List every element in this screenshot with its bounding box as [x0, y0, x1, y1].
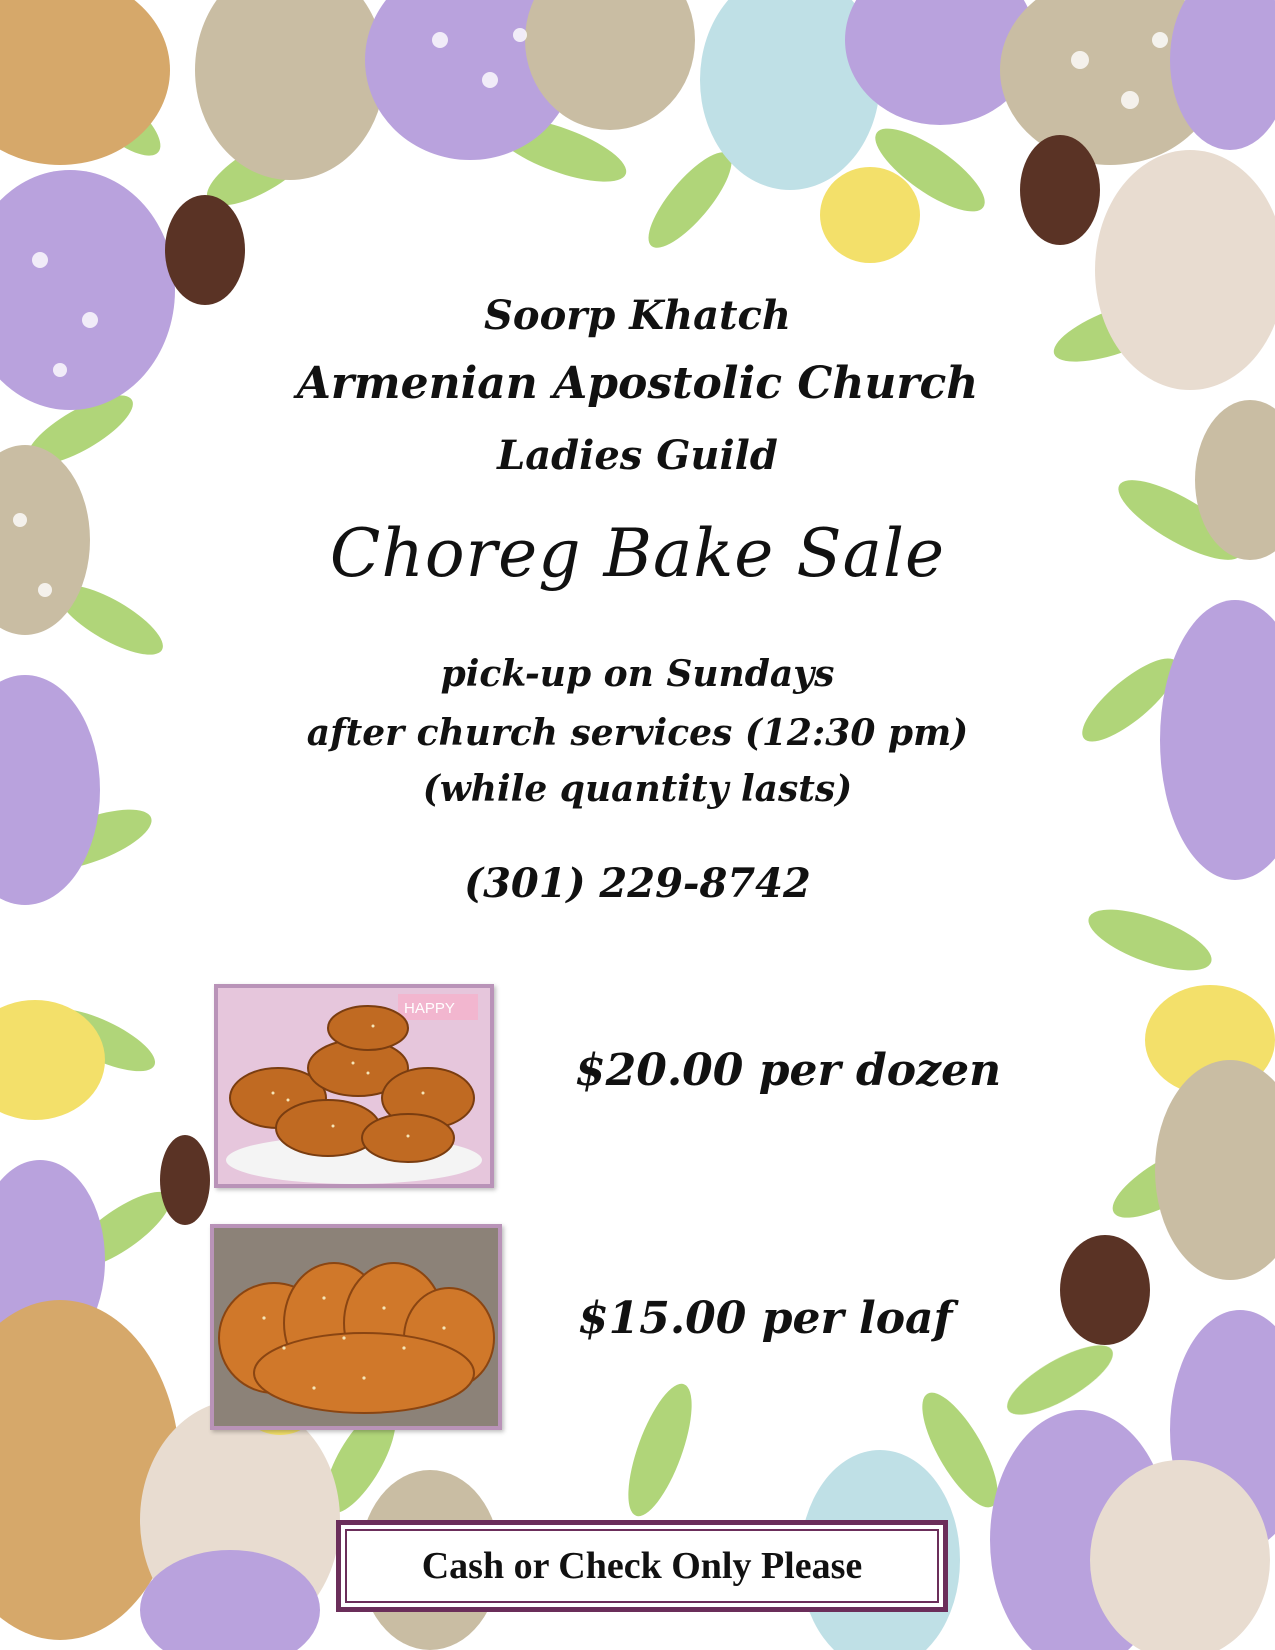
payment-note-box [336, 1520, 948, 1612]
flyer-title: Choreg Bake Sale [329, 515, 946, 592]
organization-name: Soorp Khatch [484, 292, 791, 339]
payment-note: Cash or Check Only Please [421, 1545, 863, 1587]
choreg-loaf-photo [210, 1224, 502, 1430]
pickup-day: pick-up on Sundays [440, 653, 835, 695]
choreg-braided-loaf-icon [214, 1228, 498, 1426]
choreg-rolls-plate-icon [218, 988, 490, 1184]
phone-number: (301) 229-8742 [464, 860, 811, 907]
church-name: Armenian Apostolic Church [296, 358, 979, 409]
choreg-rolls-photo [214, 984, 494, 1188]
quantity-note: (while quantity lasts) [422, 768, 853, 810]
photo-tag: HAPPY [404, 1000, 455, 1017]
price-per-dozen: $20.00 per dozen [575, 1045, 1002, 1096]
pickup-time: after church services (12:30 pm) [306, 712, 969, 754]
guild-name: Ladies Guild [497, 432, 778, 479]
payment-note-inner-frame [345, 1529, 939, 1603]
price-per-loaf: $15.00 per loaf [578, 1293, 953, 1344]
